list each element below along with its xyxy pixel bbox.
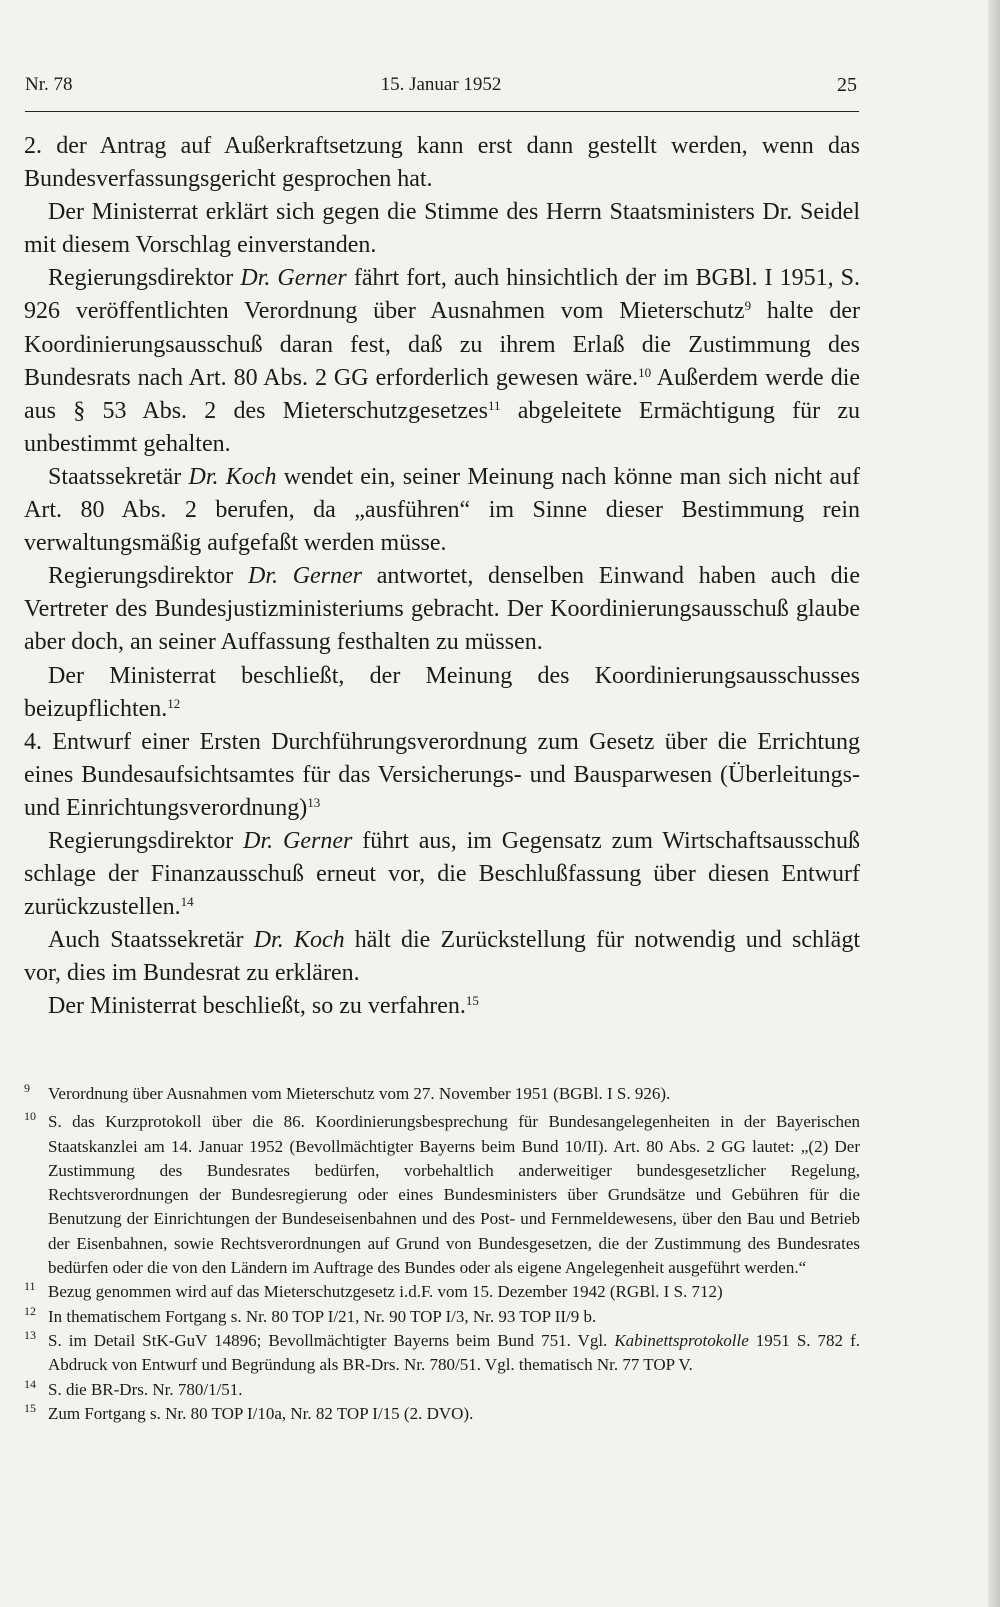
footnote-number: 14: [24, 1376, 36, 1391]
page-number: 25: [837, 74, 857, 96]
footnote-text: Bezug genommen wird auf das Mieterschutzgesetz i.d.F. vom 15. Dezember 1942 (RGBl. I S. 712): [48, 1282, 723, 1302]
running-header: [25, 74, 857, 104]
footnote-number: 12: [24, 1303, 36, 1318]
person-name: Dr. Koch: [253, 927, 345, 954]
paragraph-item-4: 4. Entwurf einer Ersten Durchführungsverordnung zum Gesetz über die Errichtung eines Bundesaufsichtsamtes für das Versicherungs- und Bausparwesen (Überleitungs- und Einrichtungsverordnung)$^{13}$: [24, 728, 860, 821]
footnote-number: 15: [24, 1400, 36, 1415]
person-name: Dr. Gerner: [240, 265, 347, 292]
footnote-ref-12[interactable]: 12: [167, 695, 181, 711]
footnote-text: S. das Kurzprotokoll über die 86. Koordinierungsbesprechung für Bundesangelegenheiten in der Bayerischen Staatskanzlei am 14. Januar 1952 (Bevollmächtigter Bayerns beim Bund 10/II). Art. 80 Abs. 2 GG lautet: „(2) Der Zustimmung des Bundesrates bedürfen, vorbehaltlich anderweitiger bundesgesetzlicher Regelung, Rechtsverordnungen der Bundesregierung oder eines Bundesministers über Grundsätze und Gebühren für die Benutzung der Einrichtungen der Bundeseisenbahnen und des Post- und Fernmeldewesens, über den Bau und Betrieb der Eisenbahnen, sowie Rechtsverordnungen auf Grund von Bundesgesetzen, die der Zustimmung des Bundesrates bedürfen oder die von den Ländern im Auftrage des Bundes oder als eigene Angelegenheit ausgeführt werden.“: [48, 1112, 860, 1278]
footnote-ref-14[interactable]: 14: [180, 894, 194, 910]
header-date: 15. Januar 1952: [380, 74, 502, 95]
footnote-text: Zum Fortgang s. Nr. 80 TOP I/10a, Nr. 82 TOP I/15 (2. DVO).: [48, 1403, 474, 1423]
footnote-text: S. die BR-Drs. Nr. 780/1/51.: [48, 1379, 243, 1399]
footnote-number: 10: [24, 1109, 36, 1124]
footnote-15: [24, 1402, 860, 1426]
paragraph-ministerrat-3: Der Ministerrat beschließt, so zu verfahren.$^{15}$: [48, 993, 479, 1020]
footnotes: [24, 1082, 860, 1426]
header-issue-number: Nr. 78: [25, 74, 73, 95]
footnote-ref-10[interactable]: 10: [638, 364, 652, 380]
publication-title: Kabinettsprotokolle: [614, 1330, 749, 1350]
body-text: [24, 130, 860, 1024]
paragraph-item-2: 2. der Antrag auf Außerkraftsetzung kann erst dann gestellt werden, wenn das Bundesverfassungsgericht gesprochen hat.: [24, 133, 860, 193]
paragraph-ministerrat-2: Der Ministerrat beschließt, der Meinung des Koordinierungsausschusses beizupflichten.$^{12}$: [24, 662, 860, 722]
page-edge-shadow: [988, 0, 1000, 1607]
footnote-number: 13: [24, 1327, 36, 1342]
footnote-11: [24, 1280, 860, 1304]
footnote-ref-9[interactable]: 9: [744, 298, 752, 314]
footnote-12: [24, 1305, 860, 1329]
footnote-number: 9: [24, 1081, 30, 1095]
paragraph-gerner-2: Regierungsdirektor Dr. Gerner antwortet, denselben Einwand haben auch die Vertreter des Bundesjustizministeriums gebracht. Der Koordinierungsausschuß glaube aber doch, an seiner Auffassung festhalten zu müssen.: [24, 563, 861, 656]
footnote-10: [24, 1110, 860, 1280]
footnote-ref-11[interactable]: 11: [488, 397, 501, 413]
person-name: Dr. Gerner: [243, 827, 353, 854]
paragraph-ministerrat-1: Der Ministerrat erklärt sich gegen die Stimme des Herrn Staatsministers Dr. Seidel mit diesem Vorschlag einverstanden.: [24, 199, 860, 259]
paragraph-koch-1: Staatssekretär Dr. Koch wendet ein, seiner Meinung nach könne man sich nicht auf Art. 80 Abs. 2 berufen, da „ausführen“ im Sinne dieser Bestimmung rein verwaltungsmäßig aufgefaßt werden müsse.: [24, 463, 861, 557]
footnote-13: 13 S. im Detail StK-GuV 14896; Bevollmächtigter Bayerns beim Bund 751. Vgl. Kabinettsprotokolle 1951 S. 782 f. Abdruck von Entwurf und Begründung als BR-Drs. Nr. 780/51. Vgl. thematisch Nr. 77 TOP V.: [24, 1327, 860, 1375]
footnote-number: 11: [24, 1279, 36, 1294]
paragraph-gerner-1: Regierungsdirektor Dr. Gerner fährt fort, auch hinsichtlich der im BGBl. I 1951, S. 926 veröffentlichten Verordnung über Ausnahmen vom Mieterschutz$^9$ halte der Koordinierungsausschuß daran fest, daß zu ihrem Erlaß die Zustimmung des Bundesrats nach Art. 80 Abs. 2 GG erforderlich gewesen wäre.$^{10}$ Außerdem werde die aus § 53 Abs. 2 des Mieterschutzgesetzes$^{11}$ abgeleitete Ermächtigung für zu unbestimmt gehalten.: [24, 265, 861, 457]
person-name: Dr. Gerner: [247, 563, 363, 590]
person-name: Dr. Koch: [188, 463, 277, 490]
footnote-14: [24, 1378, 860, 1402]
footnote-9: [24, 1082, 860, 1106]
footnote-text: Verordnung über Ausnahmen vom Mieterschutz vom 27. November 1951 (BGBl. I S. 926).: [48, 1084, 671, 1103]
footnote-ref-13[interactable]: 13: [307, 794, 321, 810]
header-rule: [25, 111, 859, 112]
paragraph-gerner-3: Regierungsdirektor Dr. Gerner führt aus, im Gegensatz zum Wirtschaftsausschuß schlage der Finanzausschuß erneut vor, die Beschlußfassung über diesen Entwurf zurückzustellen.$^{14}$: [24, 827, 861, 921]
paragraph-koch-2: Auch Staatssekretär Dr. Koch hält die Zurückstellung für notwendig und schlägt vor, dies im Bundesrat zu erklären.: [24, 927, 860, 987]
footnote-ref-15[interactable]: 15: [465, 993, 479, 1009]
footnote-text: In thematischem Fortgang s. Nr. 80 TOP I/21, Nr. 90 TOP I/3, Nr. 93 TOP II/9 b.: [48, 1306, 597, 1326]
